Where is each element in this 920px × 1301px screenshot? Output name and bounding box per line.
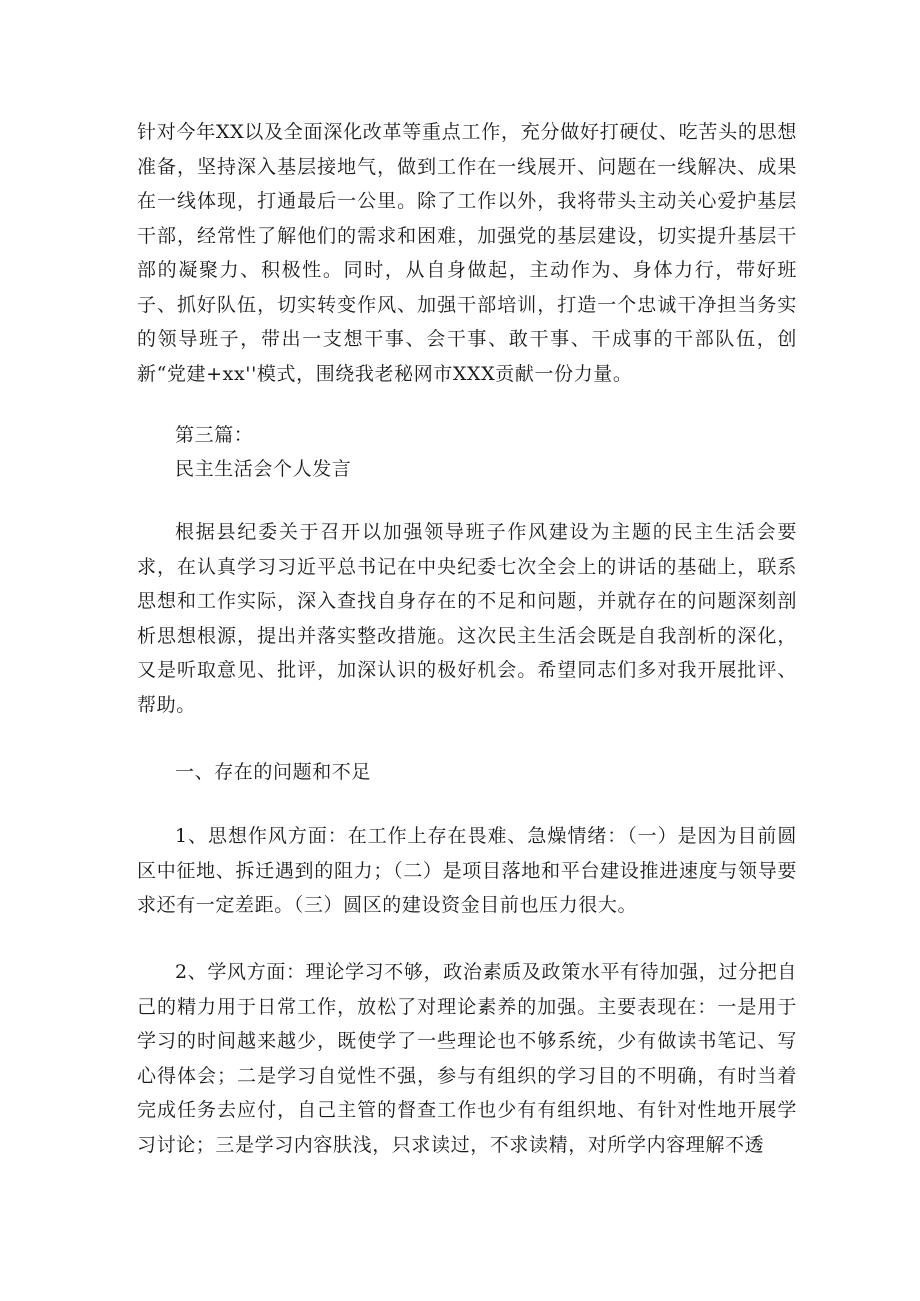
paragraph-intro: 根据县纪委关于召开以加强领导班子作风建设为主题的民主生活会要求，在认真学习习近平总书记在中央纪委七次全会上的讲话的基础上，联系思想和工作实际，深入查找自身存在的不足和问题，并就存在的问题深刻剖析思想根源，提出并落实整改措施。这次民主生活会既是自我剖析的深化，又是听取意见、批评，加深认识的极好机会。希望同志们多对我开展批评、帮助。 (137, 521, 797, 716)
section-label: 第三篇： (175, 424, 254, 446)
heading-problems: 一、存在的问题和不足 (175, 761, 372, 783)
paragraph-item-1: 1、思想作风方面：在工作上存在畏难、急燥情绪：（一）是因为目前圆区中征地、拆迁遇到的阻力；（二）是项目落地和平台建设推进速度与领导要求还有一定差距。（三）圆区的建设资金目前也压力很大。 (137, 825, 797, 916)
paragraph-continuation: 针对今年XX以及全面深化改革等重点工作，充分做好打硬仗、吃苦头的思想准备，坚持深入基层接地气，做到工作在一线展开、问题在一线解决、成果在一线体现，打通最后一公里。除了工作以外，我将带头主动关心爱护基层干部，经常性了解他们的需求和困难，加强党的基层建设，切实提升基层干部的凝聚力、积极性。同时，从自身做起，主动作为、身体力行，带好班子、抓好队伍，切实转变作风、加强干部培训，打造一个忠诚干净担当务实的领导班子，带出一支想干事、会干事、敢干事、干成事的干部队伍，创新“党建+xx''模式，围绕我老秘网市XXX贡献一份力量。 (137, 121, 797, 385)
paragraph-item-2: 2、学风方面：理论学习不够，政治素质及政策水平有待加强，过分把自己的精力用于日常工作，放松了对理论素养的加强。主要表现在：一是用于学习的时间越来越少，既使学了一些理论也不够系统，少有做读书笔记、写心得体会；二是学习自觉性不强，参与有组织的学习目的不明确，有时当着完成任务去应付，自己主管的督查工作也少有有组织地、有针对性地开展学习讨论；三是学习内容肤浅，只求读过，不求读精，对所学内容理解不透 (137, 961, 797, 1156)
section-title: 民主生活会个人发言 (175, 458, 352, 480)
